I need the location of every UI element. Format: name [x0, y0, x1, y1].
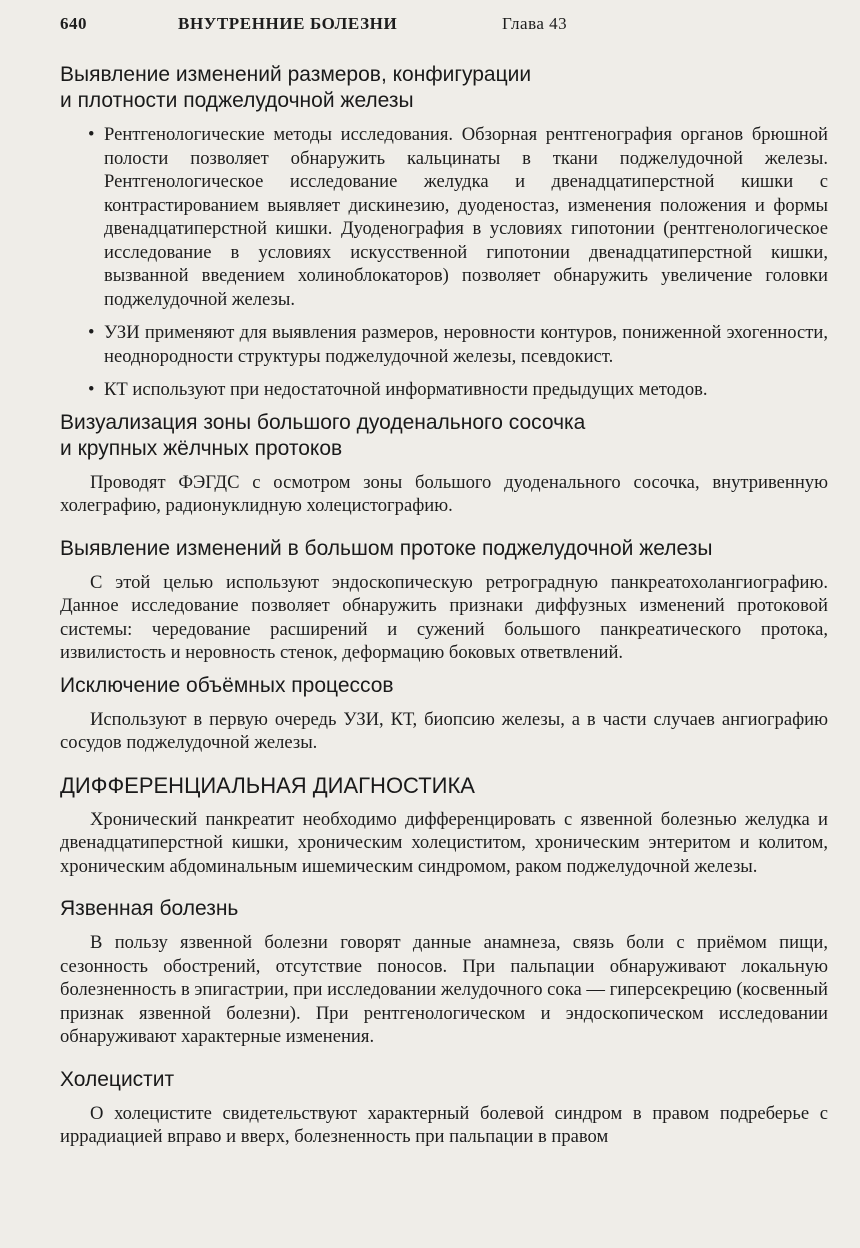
paragraph: В пользу язвенной болезни говорят данные анамнеза, связь боли с приёмом пищи, сезонность обострений, отсутствие поносов. При пальпации обнаруживают локальную болезненность в эпигастрии, при исследовании желудочного сока — гиперсекрецию (косвенный признак язвенной болезни). При рентгенологическом и эндоскопическом исследовании обнаруживают характерные изменения.: [60, 932, 828, 1047]
list-item: [60, 378, 828, 402]
section-size-changes: [60, 62, 828, 402]
list-item: [60, 123, 828, 311]
paragraph: Проводят ФЭГДС с осмотром зоны большого дуоденального сосочка, внутривенную холеграфию, радионуклидную холецистографию.: [60, 471, 828, 516]
bullet-icon: •: [88, 124, 95, 145]
page-content: [60, 62, 828, 1149]
section-heading: Язвенная болезнь: [60, 897, 239, 920]
section-volume-processes: [60, 673, 828, 755]
list-item-text: КТ используют при недостаточной информативности предыдущих методов.: [104, 379, 708, 400]
paragraph: О холецистите свидетельствуют характерный болевой синдром в правом подреберье с иррадиацией вправо и вверх, болезненность при пальпации в правом: [60, 1102, 828, 1147]
bullet-icon: •: [88, 379, 95, 400]
list-item-text: УЗИ применяют для выявления размеров, неровности контуров, пониженной эхогенности, неоднородности структуры поджелудочной железы, псевдокист.: [104, 322, 828, 367]
section-cholecystitis: [60, 1067, 828, 1149]
chapter-label: Глава 43: [502, 14, 568, 33]
section-papilla: [60, 410, 828, 518]
bullet-icon: •: [88, 322, 95, 343]
heading-line-2: и плотности поджелудочной железы: [60, 89, 414, 112]
section-ulcer-disease: [60, 896, 828, 1049]
methods-list: [60, 123, 828, 402]
page-number: 640: [60, 14, 87, 33]
section-heading: [60, 410, 828, 462]
list-item-text: Рентгенологические методы исследования. Обзорная рентгенография органов брюшной полости позволяет обнаружить кальцинаты в ткани поджелудочной железы. Рентгенологическое исследование желудка и двенадцатиперстной кишки с контрастированием выявляет дискинезию, дуоденостаз, изменения положения и формы двенадцатиперстной кишки. Дуоденография в условиях гипотонии (рентгенологическое исследование в условиях искусственной гипотонии двенадцатиперстной кишки, вызванной введением холиноблокаторов) позволяет обнаружить увеличение головки поджелудочной железы.: [104, 124, 828, 310]
section-heading: [60, 62, 828, 114]
heading-line-1: Выявление изменений размеров, конфигурации: [60, 63, 532, 86]
section-heading: Исключение объёмных процессов: [60, 673, 394, 697]
section-heading: ДИФФЕРЕНЦИАЛЬНАЯ ДИАГНОСТИКА: [60, 772, 475, 798]
heading-line-1: Визуализация зоны большого дуоденального сосочка: [60, 410, 586, 434]
list-item: [60, 321, 828, 368]
heading-line-2: и крупных жёлчных протоков: [60, 436, 343, 460]
section-heading: Холецистит: [60, 1067, 175, 1091]
book-title: ВНУТРЕННИЕ БОЛЕЗНИ: [178, 14, 398, 33]
section-heading: Выявление изменений в большом протоке поджелудочной железы: [60, 536, 713, 560]
section-pancreatic-duct: [60, 536, 828, 665]
running-head: [60, 14, 820, 40]
paragraph: Используют в первую очередь УЗИ, КТ, биопсию железы, а в части случаев ангиографию сосудов поджелудочной железы.: [60, 708, 828, 753]
paragraph: Хронический панкреатит необходимо дифференцировать с язвенной болезнью желудка и двенадцатиперстной кишки, хроническим холециститом, хроническим энтеритом и колитом, хроническим абдоминальным ишемическим синдромом, раком поджелудочной железы.: [60, 808, 828, 877]
paragraph: С этой целью используют эндоскопическую ретроградную панкреатохолангиографию. Данное исследование позволяет обнаружить признаки диффузных изменений протоковой системы: чередование расширений и сужений большого панкреатического протока, извилистость и неровность стенок, деформацию боковых ответвлений.: [60, 571, 828, 663]
section-differential-diagnosis: [60, 773, 828, 879]
